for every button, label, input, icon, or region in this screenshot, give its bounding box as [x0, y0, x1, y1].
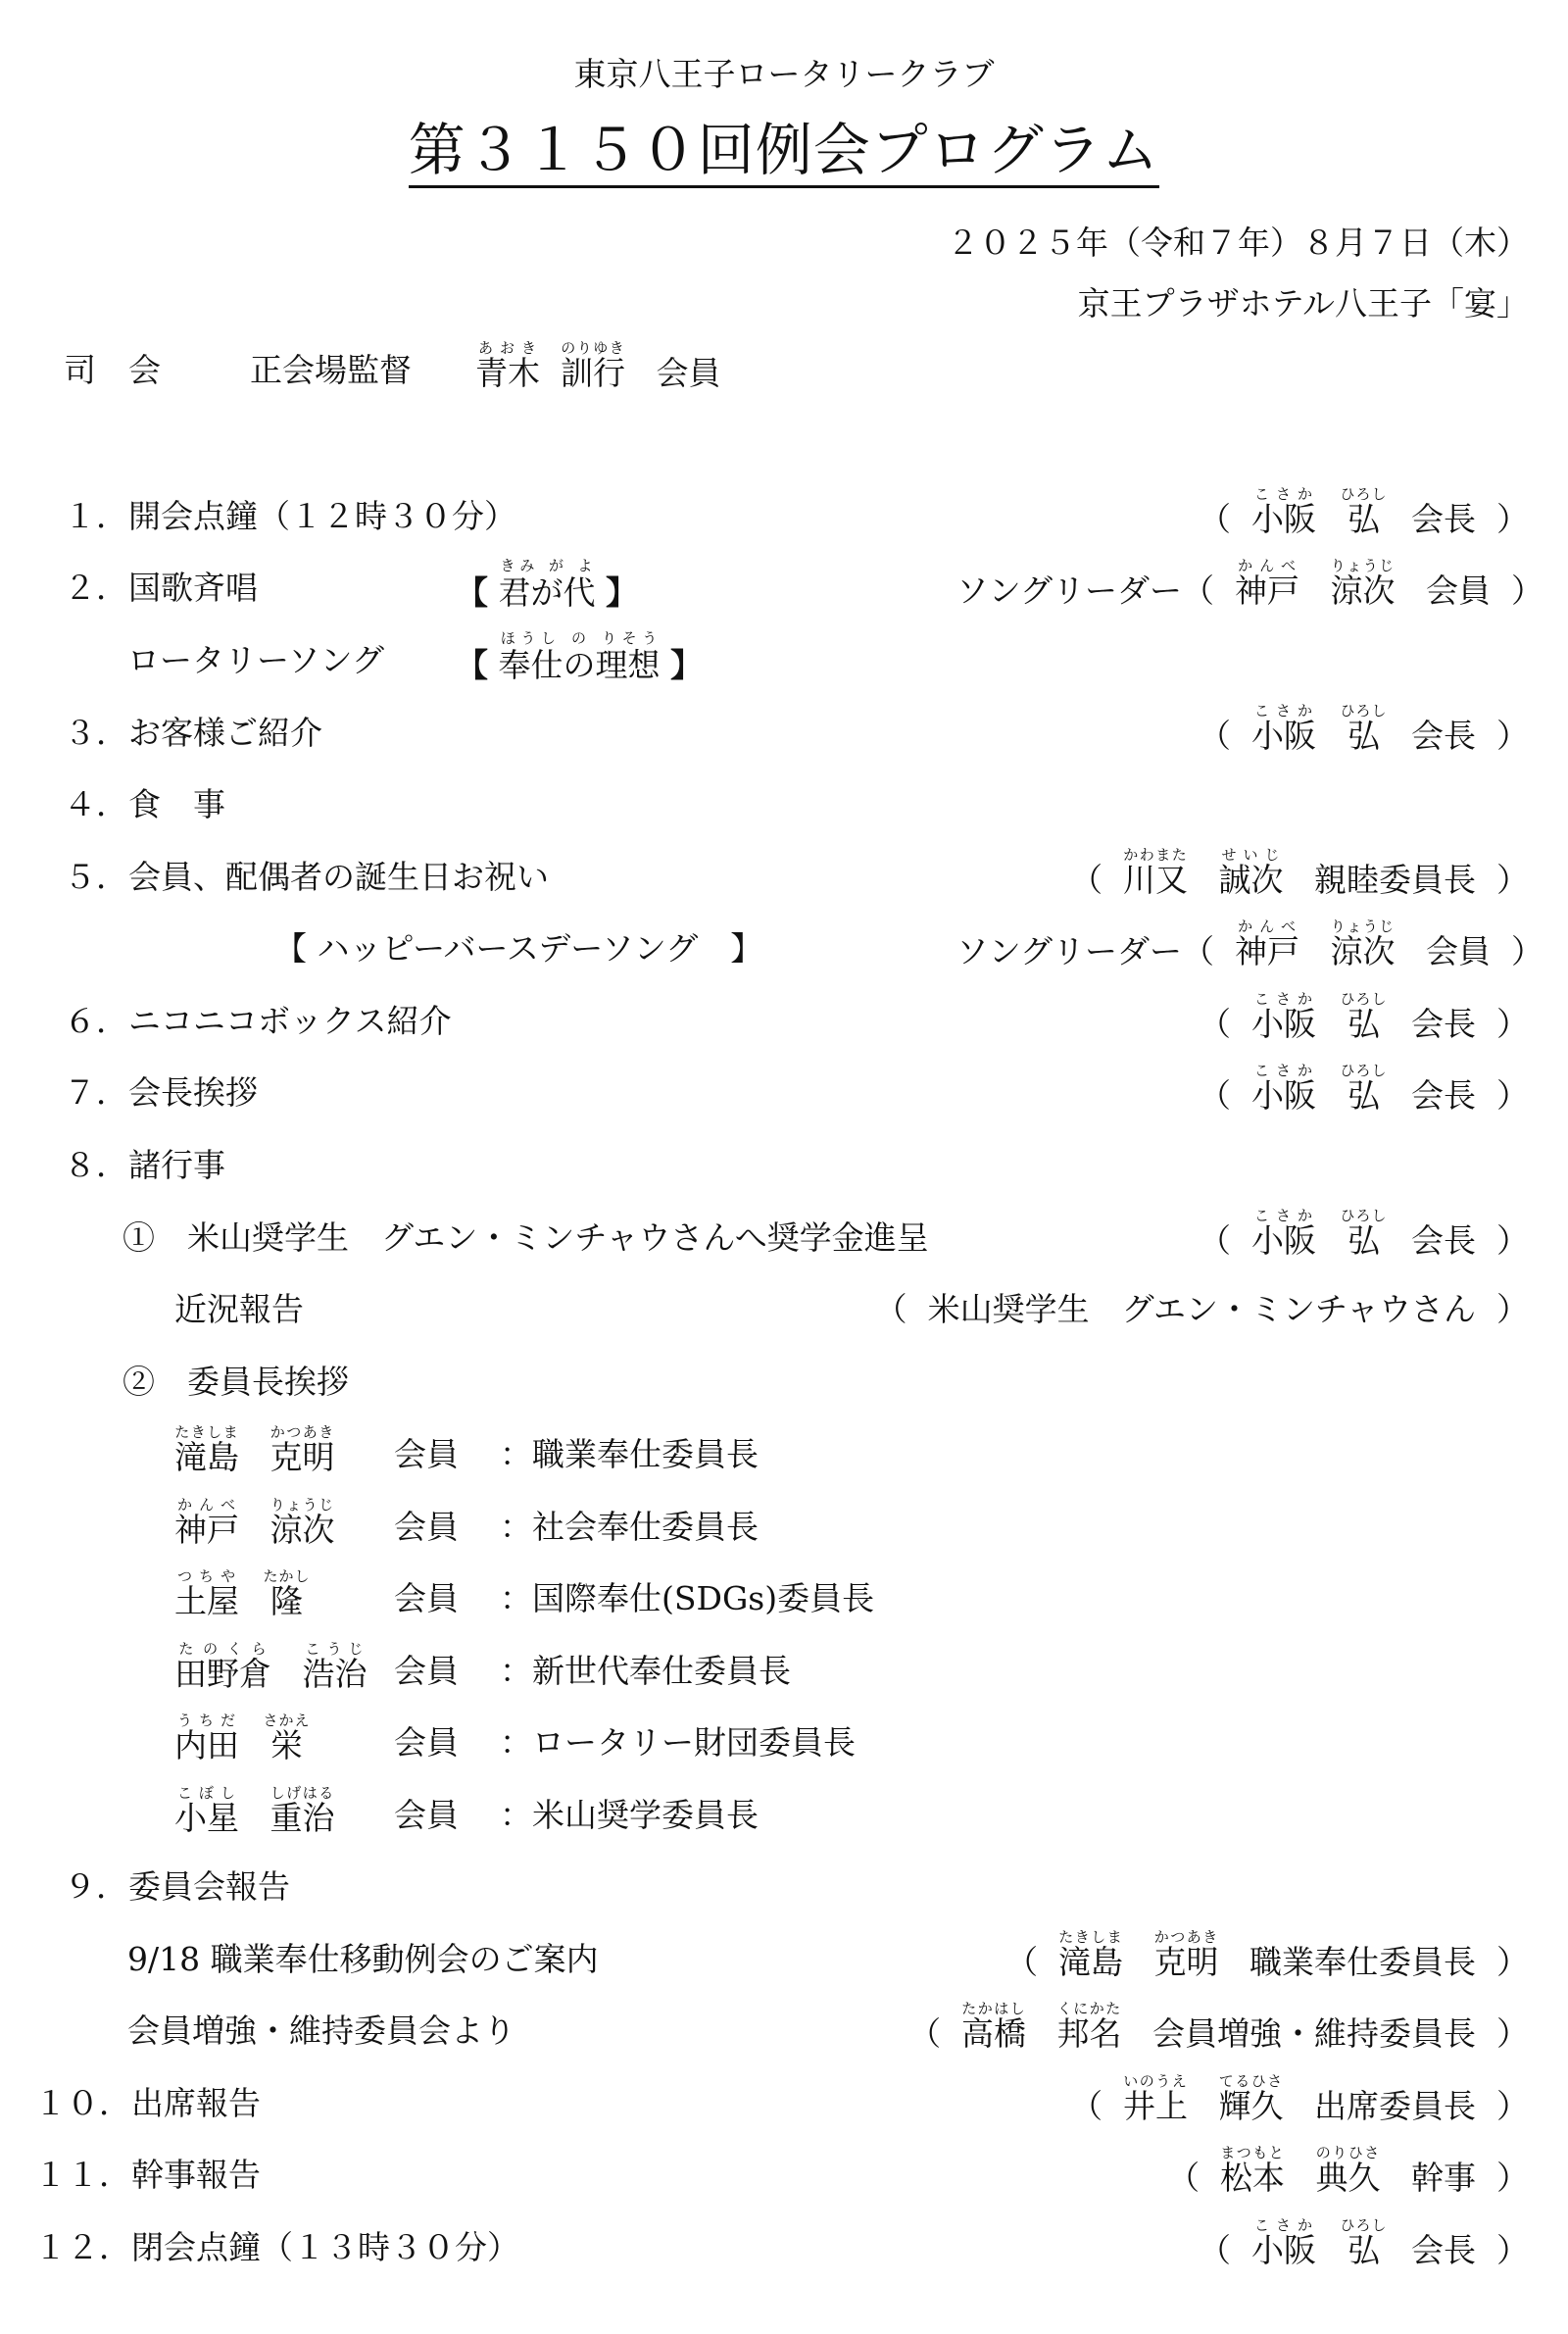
item-8-1-presenter: （ 小阪こさか 弘ひろし 会長 ）: [1199, 1207, 1529, 1260]
item-5-song-leader: ソングリーダー（ 神戸かんべ 涼次りょうじ 会員 ）: [956, 918, 1544, 970]
committee-chair-member-label: 会員: [394, 1723, 459, 1762]
committee-chair-name: 田野倉たのくら 浩治こうじ: [174, 1640, 368, 1693]
item-8-2: ② 委員長挨拶: [122, 1363, 349, 1401]
mc-name: 青木あおき 訓行のりゆき 会員: [475, 339, 721, 392]
item-5: ５．会員、配偶者の誕生日お祝い: [64, 858, 549, 896]
item-2: ２．国歌斉唱: [64, 569, 258, 607]
item-11: １１．幹事報告: [34, 2156, 261, 2194]
committee-chair-name: 小星こぼし 重治しげはる: [174, 1784, 335, 1837]
item-10: １０．出席報告: [34, 2084, 261, 2122]
committee-chair-role: ：新世代奉仕委員長: [500, 1652, 791, 1690]
mc-label: 司 会: [64, 351, 161, 389]
committee-chair-member-label: 会員: [394, 1579, 459, 1617]
committee-chair-role: ：国際奉仕(SDGs)委員長: [500, 1579, 875, 1617]
item-1-presenter: （ 小阪こさか 弘ひろし 会長 ）: [1199, 485, 1529, 538]
item-12-presenter: （ 小阪こさか 弘ひろし 会長 ）: [1199, 2216, 1529, 2269]
item-5-song: 【 ハッピーバースデーソング 】: [274, 929, 763, 968]
item-2-song-leader: ソングリーダー（ 神戸かんべ 涼次りょうじ 会員 ）: [956, 557, 1544, 610]
item-12: １２．閉会点鐘（１３時３０分）: [34, 2228, 519, 2266]
committee-chair-role: ：米山奨学委員長: [500, 1796, 759, 1834]
item-7: ７．会長挨拶: [64, 1073, 258, 1112]
title-text: 第３１５０回例会プログラム: [409, 117, 1159, 188]
committee-chair-member-label: 会員: [394, 1796, 459, 1834]
item-8: ８．諸行事: [64, 1146, 225, 1184]
committee-chair-member-label: 会員: [394, 1435, 459, 1473]
committee-chair-name: 神戸かんべ 涼次りょうじ: [174, 1496, 335, 1549]
committee-chair-role: ：社会奉仕委員長: [500, 1508, 759, 1546]
item-9-2: 会員増強・維持委員会より: [127, 2011, 515, 2050]
meeting-venue: 京王プラザホテル八王子「宴」: [1077, 284, 1529, 323]
committee-chair-member-label: 会員: [394, 1508, 459, 1546]
item-11-presenter: （ 松本まつもと 典久のりひさ 幹事 ）: [1167, 2144, 1529, 2197]
item-5-presenter: （ 川又かわまた 誠次せいじ 親睦委員長 ）: [1070, 846, 1529, 899]
item-7-presenter: （ 小阪こさか 弘ひろし 会長 ）: [1199, 1062, 1529, 1115]
page-title: [0, 116, 1568, 184]
item-4: ４．食 事: [64, 785, 225, 823]
item-9-2-presenter: （ 高橋たかはし 邦名くにかた 会員増強・維持委員長 ）: [908, 2000, 1529, 2053]
item-3-presenter: （ 小阪こさか 弘ひろし 会長 ）: [1199, 702, 1529, 755]
item-8-1: ① 米山奨学生 グエン・ミンチャウさんへ奨学金進呈: [122, 1218, 929, 1257]
item-9-1: 9/18 職業奉仕移動例会のご案内: [127, 1940, 599, 1978]
item-1: １．開会点鐘（１２時３０分）: [64, 497, 516, 535]
committee-chair-role: ：ロータリー財団委員長: [500, 1723, 856, 1762]
item-9-1-presenter: （ 滝島たきしま 克明かつあき 職業奉仕委員長 ）: [1005, 1928, 1529, 1981]
committee-chair-name: 内田うちだ 栄さかえ: [174, 1712, 311, 1764]
committee-chair-member-label: 会員: [394, 1652, 459, 1690]
item-8-1b-presenter: （ 米山奨学生 グエン・ミンチャウさん ）: [874, 1290, 1529, 1328]
item-6: ６．ニコニコボックス紹介: [64, 1002, 452, 1040]
item-2-song: 【 君が代きみ が よ 】: [456, 557, 638, 612]
committee-chair-name: 土屋つちや 隆たかし: [174, 1567, 311, 1620]
item-2b: ロータリーソング: [127, 641, 385, 679]
item-10-presenter: （ 井上いのうえ 輝久てるひさ 出席委員長 ）: [1070, 2072, 1529, 2125]
club-name: 東京八王子ロータリークラブ: [573, 55, 995, 93]
item-6-presenter: （ 小阪こさか 弘ひろし 会長 ）: [1199, 990, 1529, 1043]
item-3: ３．お客様ご紹介: [64, 714, 322, 752]
mc-role: 正会場監督: [250, 351, 412, 389]
committee-chair-role: ：職業奉仕委員長: [500, 1435, 759, 1473]
committee-chair-name: 滝島たきしま 克明かつあき: [174, 1423, 335, 1476]
item-8-1b: 近況報告: [174, 1290, 304, 1328]
meeting-date: ２０２５年（令和７年）８月７日（木）: [947, 223, 1529, 262]
item-2b-song: 【 奉仕の理想ほうし の りそう 】: [456, 629, 703, 684]
item-9: ９．委員会報告: [64, 1867, 290, 1906]
